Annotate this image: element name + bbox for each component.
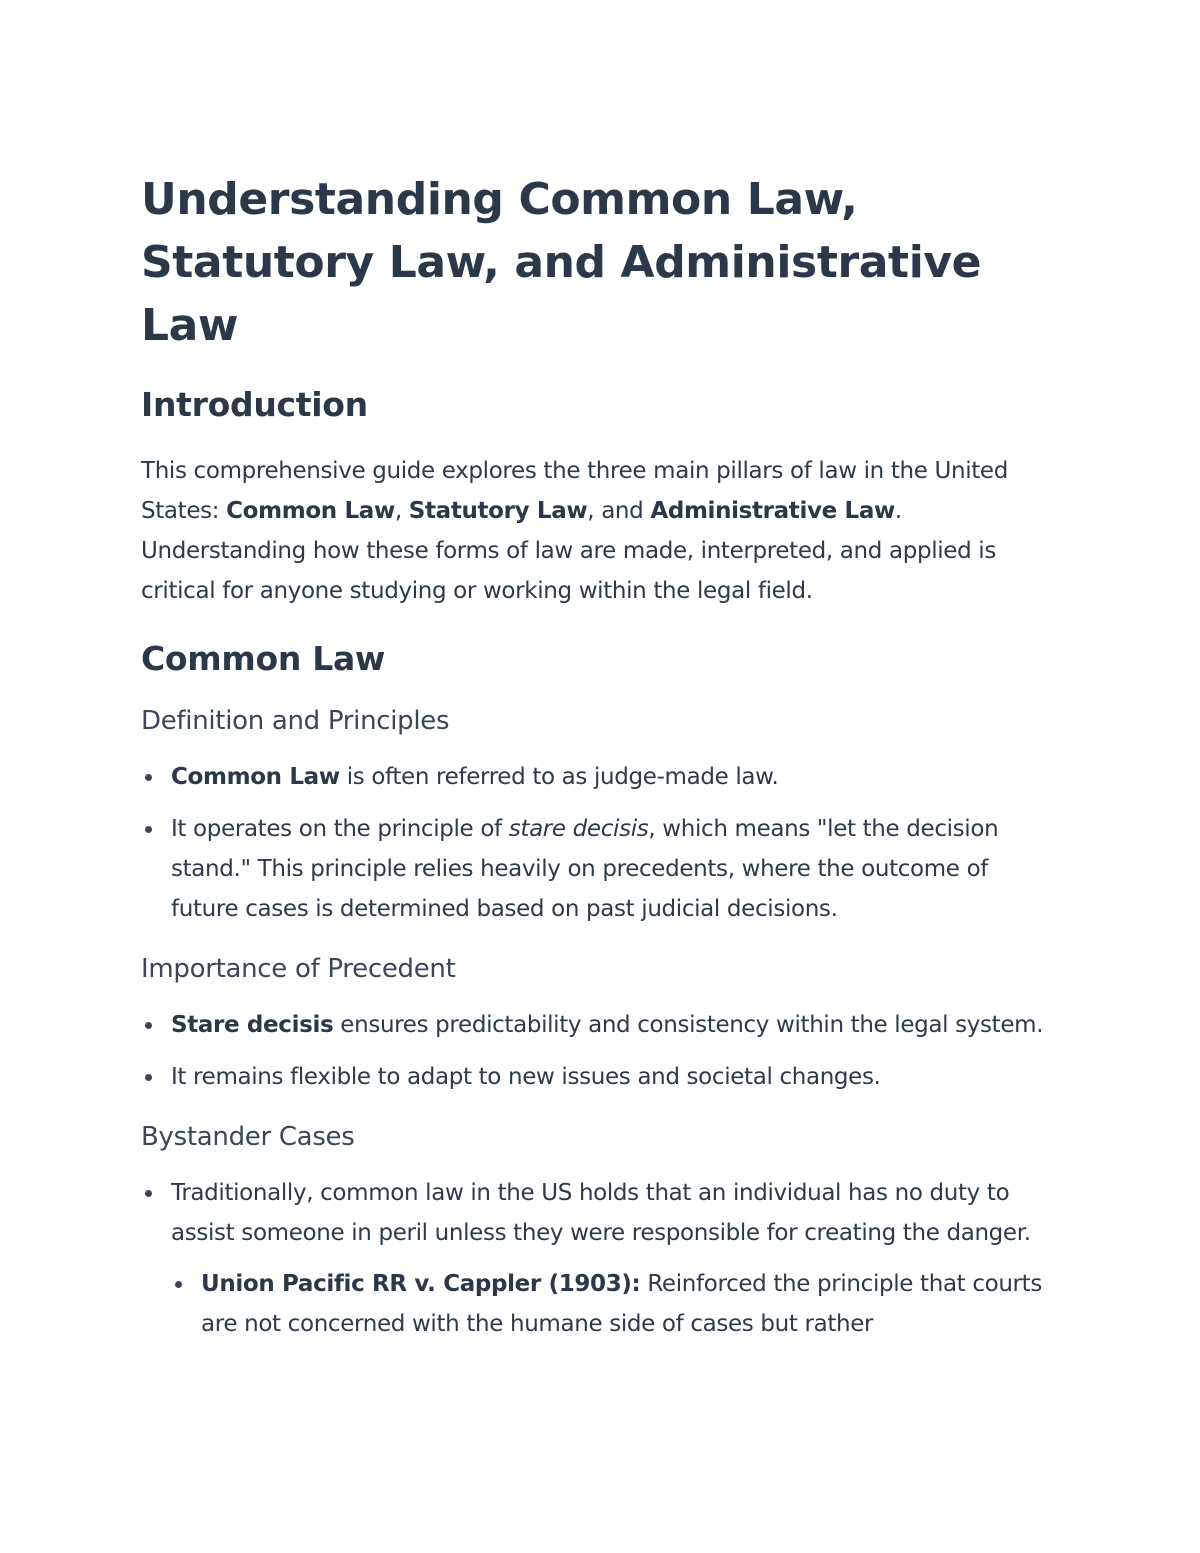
intro-text-start: This comprehensive guide explores the three main pillars of law in the United States: [141, 458, 1008, 524]
intro-term-administrative-law: Administrative Law [650, 498, 895, 524]
bystander-sub-item-1-text: Reinforced the principle that courts are not concerned with the humane side of cases but rather [201, 1271, 1042, 1337]
list-item [171, 757, 1060, 797]
list-item [171, 1005, 1060, 1045]
list-item [171, 1173, 1060, 1344]
list-item [171, 809, 1060, 929]
precedent-heading: Importance of Precedent [141, 954, 456, 984]
document-title: Understanding Common Law, Statutory Law, and Administrative Law [141, 174, 982, 351]
definition-item-2-start: It operates on the principle of [171, 816, 509, 842]
definition-item-1-bold: Common Law [171, 764, 340, 790]
bystander-heading: Bystander Cases [141, 1122, 355, 1152]
precedent-item-1-bold: Stare decisis [171, 1012, 334, 1038]
definition-item-2-italic: stare decisis [508, 816, 649, 842]
list-item [201, 1264, 1060, 1344]
intro-separator-2: , and [587, 498, 651, 524]
precedent-list [141, 1005, 1060, 1097]
intro-term-statutory-law: Statutory Law [408, 498, 588, 524]
definition-list [141, 757, 1060, 929]
introduction-heading: Introduction [141, 385, 368, 424]
intro-text-end: . Understanding how these forms of law are made, interpreted, and applied is critical for anyone studying or working within the legal field. [141, 498, 996, 604]
common-law-heading: Common Law [141, 639, 386, 678]
intro-separator-1: , [394, 498, 409, 524]
introduction-paragraph [141, 451, 1060, 611]
intro-term-common-law: Common Law [226, 498, 395, 524]
precedent-item-1-text: ensures predictability and consistency within the legal system. [333, 1012, 1044, 1038]
definition-heading: Definition and Principles [141, 706, 450, 736]
list-item: It remains flexible to adapt to new issues and societal changes. [171, 1057, 1060, 1097]
bystander-item-1-text: Traditionally, common law in the US holds that an individual has no duty to assist someone in peril unless they were responsible for creating the danger. [171, 1180, 1031, 1246]
definition-item-1-text: is often referred to as judge-made law. [339, 764, 779, 790]
bystander-list [141, 1173, 1060, 1344]
bystander-sub-item-1-bold: Union Pacific RR v. Cappler (1903): [201, 1271, 641, 1297]
definition-item-2-end: , which means "let the decision stand." This principle relies heavily on precedents, where the outcome of future cases is determined based on past judicial decisions. [171, 816, 999, 922]
bystander-sublist [171, 1264, 1060, 1344]
